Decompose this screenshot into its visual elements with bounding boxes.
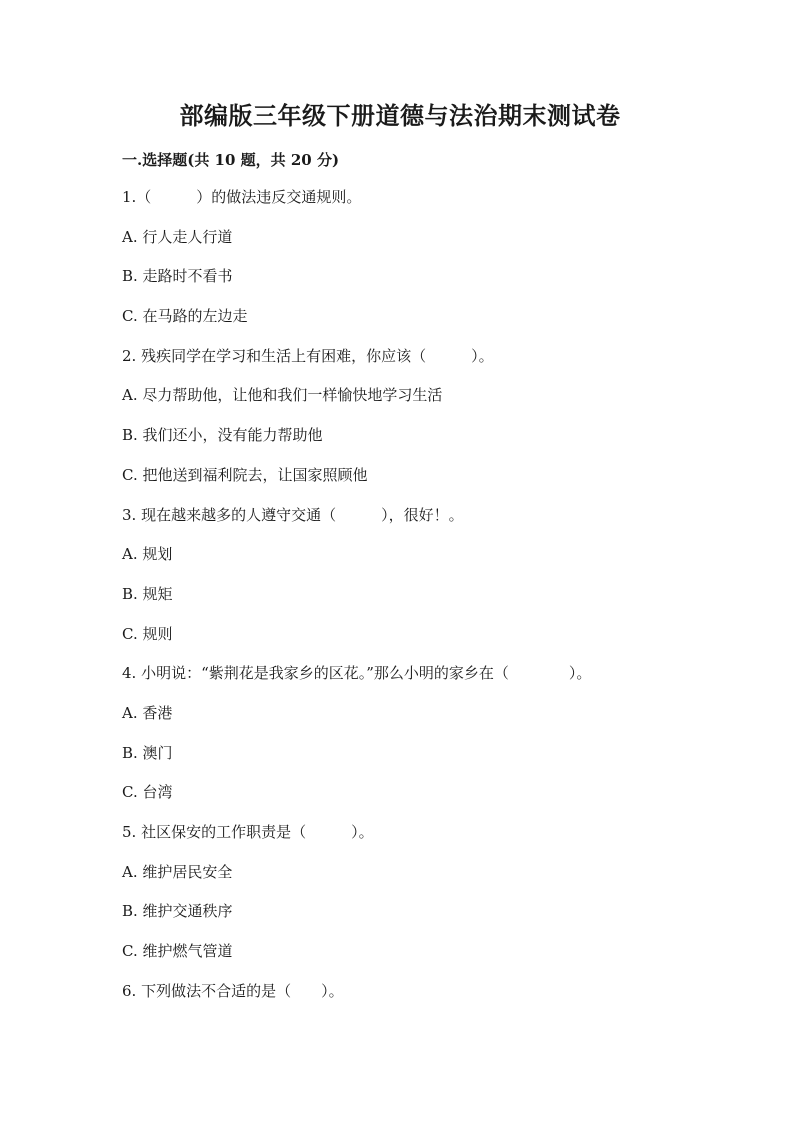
question-3-option-a: A. 规划 [122, 545, 173, 564]
question-2-option-a: A. 尽力帮助他，让他和我们一样愉快地学习生活 [122, 386, 443, 405]
page-title: 部编版三年级下册道德与法治期末测试卷 [179, 101, 621, 130]
question-5: 5. 社区保安的工作职责是（ ）。 [122, 823, 374, 841]
question-2: 2. 残疾同学在学习和生活上有困难，你应该（ ）。 [122, 346, 494, 365]
question-3: 3. 现在越来越多的人遵守交通（ ），很好！。 [122, 505, 464, 524]
question-4-option-a: A. 香港 [122, 703, 173, 722]
question-1-option-a: A. 行人走人行道 [122, 227, 233, 246]
question-2-option-c: C. 把他送到福利院去，让国家照顾他 [122, 465, 368, 484]
question-5-option-b: B. 维护交通秩序 [122, 902, 233, 921]
question-1-option-b: B. 走路时不看书 [122, 267, 233, 286]
question-6: 6. 下列做法不合适的是（ ）。 [122, 981, 344, 1000]
question-3-option-b: B. 规矩 [122, 584, 173, 603]
question-5-option-a: A. 维护居民安全 [122, 862, 233, 881]
question-5-option-c: C. 维护燃气管道 [122, 942, 233, 961]
question-4-option-c: C. 台湾 [122, 783, 173, 802]
question-4: 4. 小明说：“紫荆花是我家乡的区花。”那么小明的家乡在（ ）。 [122, 664, 592, 683]
question-1-option-c: C. 在马路的左边走 [122, 307, 248, 326]
question-2-option-b: B. 我们还小，没有能力帮助他 [122, 426, 323, 445]
question-4-option-b: B. 澳门 [122, 743, 173, 762]
question-list [122, 185, 742, 1018]
question-3-option-c: C. 规则 [122, 624, 173, 643]
question-1: 1.（ ）的做法违反交通规则。 [122, 188, 362, 206]
section-heading: 一.选择题(共 10 题，共 20 分) [122, 151, 340, 169]
